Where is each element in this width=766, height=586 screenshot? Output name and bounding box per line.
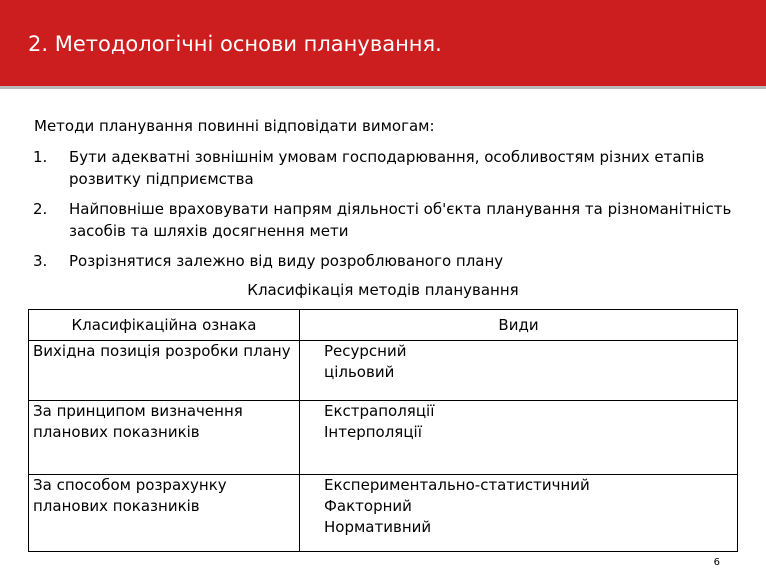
type-item: Ресурсний xyxy=(324,342,407,360)
header-types: Види xyxy=(300,310,738,341)
feature-cell: За принципом визначення планових показників xyxy=(29,401,300,475)
list-item xyxy=(33,198,733,242)
list-item-number: 2. xyxy=(33,200,48,218)
title-bar xyxy=(0,0,766,86)
list-item xyxy=(33,146,733,190)
table-row xyxy=(29,401,738,475)
table-row xyxy=(29,341,738,401)
list-item-text: Бути адекватні зовнішнім умовам господарювання, особливостям різних етапів розвитку підприємства xyxy=(69,148,705,188)
list-item-number: 1. xyxy=(33,148,48,166)
types-cell xyxy=(300,401,738,475)
type-item: Нормативний xyxy=(324,518,432,536)
types-cell xyxy=(300,475,738,552)
type-item: цільовий xyxy=(324,363,395,381)
type-item: Експериментально-статистичний xyxy=(324,476,590,494)
types-cell xyxy=(300,341,738,401)
requirements-list xyxy=(33,146,733,280)
feature-cell: За способом розрахунку планових показників xyxy=(29,475,300,552)
title-underline xyxy=(0,86,766,89)
feature-cell: Вихідна позиція розробки плану xyxy=(29,341,300,401)
header-feature: Класифікаційна ознака xyxy=(29,310,300,341)
list-item-text: Найповніше враховувати напрям діяльності об'єкта планування та різноманітність засобів та шляхів досягнення мети xyxy=(69,200,732,240)
page-number: 6 xyxy=(713,557,720,568)
intro-text: Методи планування повинні відповідати вимогам: xyxy=(34,117,435,135)
list-item-number: 3. xyxy=(33,252,48,270)
type-item: Інтерполяції xyxy=(324,423,422,441)
table-caption: Класифікація методів планування xyxy=(247,281,519,299)
table-row xyxy=(29,475,738,552)
list-item-text: Розрізнятися залежно від виду розроблюваного плану xyxy=(69,252,504,270)
slide-title: 2. Методологічні основи планування. xyxy=(28,32,442,56)
classification-table xyxy=(28,309,738,552)
table-header-row xyxy=(29,310,738,341)
list-item xyxy=(33,250,733,272)
type-item: Факторний xyxy=(324,497,412,515)
type-item: Екстраполяції xyxy=(324,402,435,420)
